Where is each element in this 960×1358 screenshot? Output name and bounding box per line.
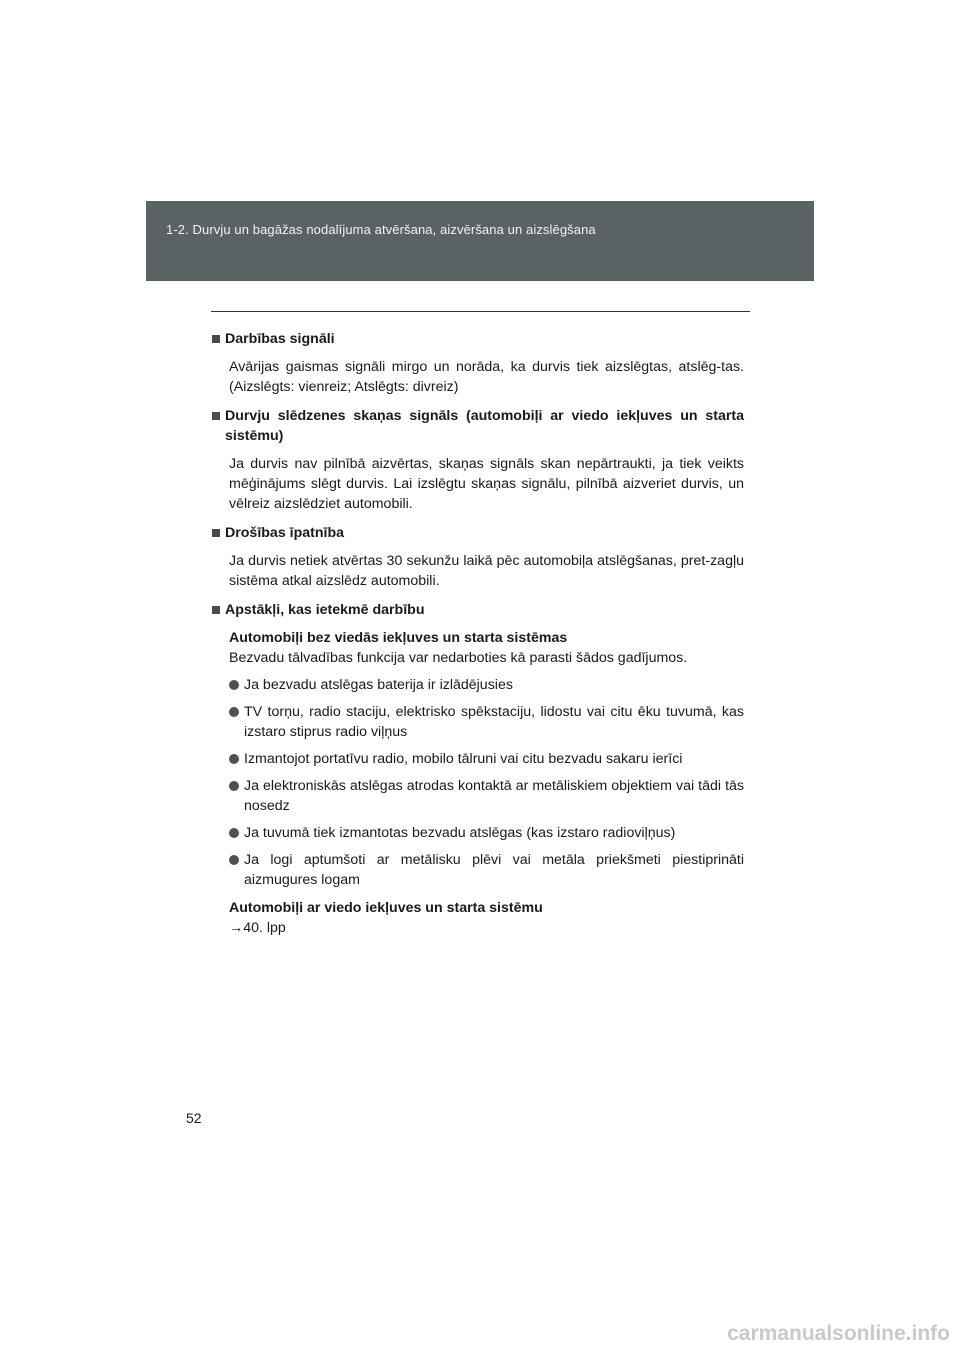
- round-bullet-icon: [229, 781, 239, 791]
- section-body: Ja durvis netiek atvērtas 30 sekunžu laikā pēc automobiļa atslēgšanas, pret-zagļu sistēma atkal aizslēdz automobili.: [229, 553, 744, 589]
- round-bullet-icon: [229, 754, 239, 764]
- list-item-text: Ja bezvadu atslēgas baterija ir izlādējusies: [244, 677, 513, 693]
- square-bullet-icon: [212, 412, 220, 420]
- watermark: carmanualsonline.info: [727, 1322, 950, 1345]
- list-item: [229, 675, 744, 695]
- section-title: Apstākļi, kas ietekmē darbību: [225, 602, 425, 618]
- divider: [211, 311, 750, 312]
- main-content: [212, 329, 744, 938]
- section-title: Darbības signāli: [225, 331, 335, 347]
- round-bullet-icon: [229, 680, 239, 690]
- list-item-text: TV torņu, radio staciju, elektrisko spēkstaciju, lidostu vai citu ēku tuvumā, kas izstaro stiprus radio viļņus: [244, 704, 744, 740]
- page-number: 52: [186, 1110, 202, 1126]
- section-title: Drošības īpatnība: [225, 525, 345, 541]
- subsection-body: Bezvadu tālvadības funkcija var nedarboties kā parasti šādos gadījumos.: [229, 650, 688, 666]
- square-bullet-icon: [212, 529, 220, 537]
- list-item-text: Ja elektroniskās atslēgas atrodas kontaktā ar metāliskiem objektiem vai tādi tās nosedz: [244, 778, 744, 814]
- list-item-text: Ja tuvumā tiek izmantotas bezvadu atslēgas (kas izstaro radioviļņus): [244, 825, 676, 841]
- section-title: Durvju slēdzenes skaņas signāls (automobiļi ar viedo iekļuves un starta sistēmu): [225, 408, 744, 444]
- list-item: [229, 749, 744, 769]
- subsection-title: Automobiļi bez viedās iekļuves un starta sistēmas: [229, 630, 568, 646]
- page-reference-link[interactable]: →40. lpp: [229, 920, 286, 936]
- chapter-title: 1-2. Durvju un bagāžas nodalījuma atvēršana, aizvēršana un aizslēgšana: [166, 222, 596, 237]
- square-bullet-icon: [212, 335, 220, 343]
- section-body: Avārijas gaismas signāli mirgo un norāda, ka durvis tiek aizslēgtas, atslēg-tas. (Aizslēgts: vienreiz; Atslēgts: divreiz): [229, 359, 744, 395]
- chapter-header: [146, 201, 814, 281]
- list-item: [229, 823, 744, 843]
- section-heading: [212, 406, 744, 446]
- round-bullet-icon: [229, 828, 239, 838]
- subsection-title: Automobiļi ar viedo iekļuves un starta sistēmu: [229, 900, 543, 916]
- list-item: [229, 776, 744, 816]
- round-bullet-icon: [229, 707, 239, 717]
- section-heading: [212, 600, 744, 620]
- square-bullet-icon: [212, 606, 220, 614]
- list-item: [229, 702, 744, 742]
- section-heading: [212, 523, 744, 543]
- list-item-text: Izmantojot portatīvu radio, mobilo tālruni vai citu bezvadu sakaru ierīci: [244, 751, 683, 767]
- list-item: [229, 850, 744, 890]
- list-item-text: Ja logi aptumšoti ar metālisku plēvi vai metāla priekšmeti piestiprināti aizmugures logam: [244, 852, 744, 888]
- section-heading: [212, 329, 744, 349]
- round-bullet-icon: [229, 855, 239, 865]
- section-body: Ja durvis nav pilnībā aizvērtas, skaņas signāls skan nepārtraukti, ja tiek veikts mēģinājums slēgt durvis. Lai izslēgtu skaņas signālu, pilnībā aizveriet durvis, un vēlreiz aizslēdziet automobili.: [229, 456, 744, 512]
